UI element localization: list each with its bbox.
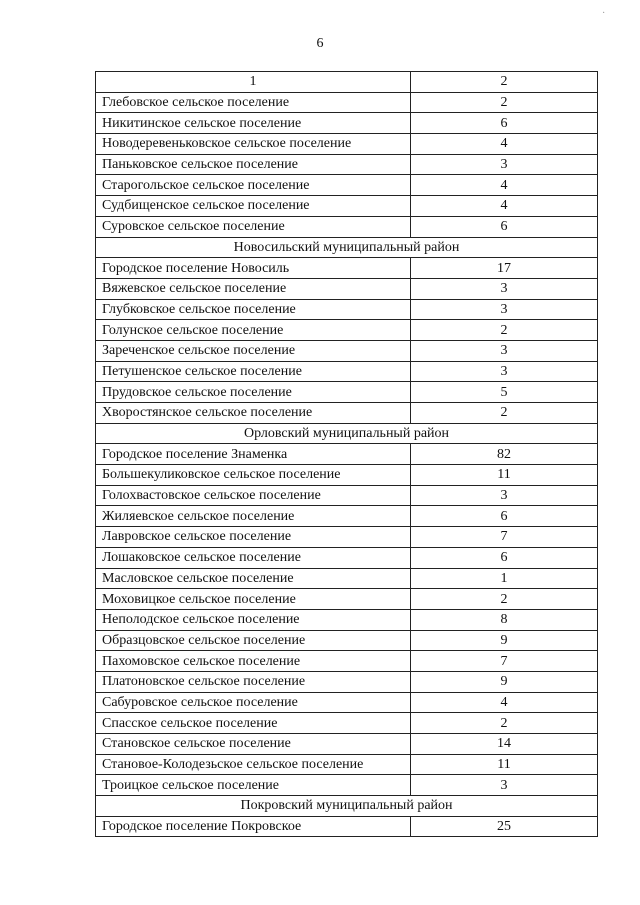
settlement-value: 4 bbox=[411, 196, 598, 217]
table-row bbox=[96, 92, 598, 113]
table-row bbox=[96, 278, 598, 299]
settlement-name: Жиляевское сельское поселение bbox=[96, 506, 411, 527]
table-row bbox=[96, 754, 598, 775]
settlement-name: Вяжевское сельское поселение bbox=[96, 278, 411, 299]
table-row bbox=[96, 485, 598, 506]
table-row bbox=[96, 734, 598, 755]
table-row bbox=[96, 113, 598, 134]
settlement-value: 3 bbox=[411, 340, 598, 361]
table-row bbox=[96, 671, 598, 692]
section-row bbox=[96, 237, 598, 258]
page-number: 6 bbox=[316, 36, 324, 51]
settlement-name: Неполодское сельское поселение bbox=[96, 609, 411, 630]
table-row bbox=[96, 320, 598, 341]
table-row bbox=[96, 175, 598, 196]
table-row bbox=[96, 713, 598, 734]
settlement-name: Образцовское сельское поселение bbox=[96, 630, 411, 651]
settlement-value: 3 bbox=[411, 775, 598, 796]
settlement-value: 2 bbox=[411, 320, 598, 341]
settlement-name: Становское сельское поселение bbox=[96, 734, 411, 755]
settlement-value: 3 bbox=[411, 154, 598, 175]
table-row bbox=[96, 216, 598, 237]
settlement-value: 4 bbox=[411, 692, 598, 713]
table-row bbox=[96, 403, 598, 424]
table-row bbox=[96, 154, 598, 175]
settlement-name: Судбищенское сельское поселение bbox=[96, 196, 411, 217]
settlement-name: Спасское сельское поселение bbox=[96, 713, 411, 734]
settlement-name: Моховицкое сельское поселение bbox=[96, 589, 411, 610]
table-row bbox=[96, 444, 598, 465]
settlement-value: 11 bbox=[411, 465, 598, 486]
settlement-name: Голунское сельское поселение bbox=[96, 320, 411, 341]
settlement-value: 1 bbox=[411, 568, 598, 589]
settlement-value: 7 bbox=[411, 651, 598, 672]
settlements-table bbox=[95, 71, 598, 837]
settlement-value: 6 bbox=[411, 216, 598, 237]
settlement-value: 2 bbox=[411, 92, 598, 113]
table-row bbox=[96, 775, 598, 796]
settlement-value: 9 bbox=[411, 671, 598, 692]
settlement-value: 3 bbox=[411, 485, 598, 506]
settlement-name: Городское поселение Новосиль bbox=[96, 258, 411, 279]
settlement-name: Сабуровское сельское поселение bbox=[96, 692, 411, 713]
settlement-name: Паньковское сельское поселение bbox=[96, 154, 411, 175]
settlement-name: Городское поселение Покровское bbox=[96, 816, 411, 837]
settlement-value: 82 bbox=[411, 444, 598, 465]
settlement-value: 6 bbox=[411, 113, 598, 134]
settlement-value: 17 bbox=[411, 258, 598, 279]
settlement-name: Никитинское сельское поселение bbox=[96, 113, 411, 134]
scan-mark: · bbox=[602, 8, 606, 19]
settlement-value: 5 bbox=[411, 382, 598, 403]
settlement-name: Лошаковское сельское поселение bbox=[96, 547, 411, 568]
settlement-name: Прудовское сельское поселение bbox=[96, 382, 411, 403]
table-row bbox=[96, 340, 598, 361]
settlement-name: Платоновское сельское поселение bbox=[96, 671, 411, 692]
table-row bbox=[96, 692, 598, 713]
table-row bbox=[96, 382, 598, 403]
table-row bbox=[96, 134, 598, 155]
settlement-value: 2 bbox=[411, 589, 598, 610]
settlement-value: 6 bbox=[411, 506, 598, 527]
table-row bbox=[96, 465, 598, 486]
table-row bbox=[96, 568, 598, 589]
settlement-name: Лавровское сельское поселение bbox=[96, 527, 411, 548]
settlement-name: Хворостянское сельское поселение bbox=[96, 403, 411, 424]
settlement-name: Большекуликовское сельское поселение bbox=[96, 465, 411, 486]
table-row bbox=[96, 630, 598, 651]
table-row bbox=[96, 361, 598, 382]
table-row bbox=[96, 527, 598, 548]
settlement-name: Петушенское сельское поселение bbox=[96, 361, 411, 382]
settlement-value: 9 bbox=[411, 630, 598, 651]
table-row bbox=[96, 196, 598, 217]
table-row bbox=[96, 506, 598, 527]
settlement-value: 2 bbox=[411, 403, 598, 424]
section-row bbox=[96, 796, 598, 817]
settlement-value: 11 bbox=[411, 754, 598, 775]
table-row bbox=[96, 258, 598, 279]
settlement-name: Городское поселение Знаменка bbox=[96, 444, 411, 465]
settlement-name: Суровское сельское поселение bbox=[96, 216, 411, 237]
table-header-row bbox=[96, 72, 598, 93]
settlement-value: 7 bbox=[411, 527, 598, 548]
settlement-name: Зареченское сельское поселение bbox=[96, 340, 411, 361]
settlement-name: Масловское сельское поселение bbox=[96, 568, 411, 589]
settlement-name: Глебовское сельское поселение bbox=[96, 92, 411, 113]
settlement-value: 3 bbox=[411, 299, 598, 320]
settlement-value: 25 bbox=[411, 816, 598, 837]
settlement-value: 6 bbox=[411, 547, 598, 568]
settlement-value: 3 bbox=[411, 361, 598, 382]
settlement-name: Новодеревеньковское сельское поселение bbox=[96, 134, 411, 155]
settlement-value: 2 bbox=[411, 713, 598, 734]
section-title: Новосильский муниципальный район bbox=[96, 237, 598, 258]
section-row bbox=[96, 423, 598, 444]
settlement-name: Глубковское сельское поселение bbox=[96, 299, 411, 320]
settlement-name: Троицкое сельское поселение bbox=[96, 775, 411, 796]
settlement-value: 14 bbox=[411, 734, 598, 755]
header-col-1: 1 bbox=[96, 72, 411, 93]
table-row bbox=[96, 547, 598, 568]
section-title: Покровский муниципальный район bbox=[96, 796, 598, 817]
settlement-value: 3 bbox=[411, 278, 598, 299]
settlement-value: 8 bbox=[411, 609, 598, 630]
header-col-2: 2 bbox=[411, 72, 598, 93]
settlement-name: Старогольское сельское поселение bbox=[96, 175, 411, 196]
table-row bbox=[96, 299, 598, 320]
settlement-value: 4 bbox=[411, 175, 598, 196]
settlement-name: Голохвастовское сельское поселение bbox=[96, 485, 411, 506]
table-row bbox=[96, 651, 598, 672]
table-row bbox=[96, 816, 598, 837]
settlement-value: 4 bbox=[411, 134, 598, 155]
table-row bbox=[96, 609, 598, 630]
section-title: Орловский муниципальный район bbox=[96, 423, 598, 444]
table-row bbox=[96, 589, 598, 610]
settlement-name: Пахомовское сельское поселение bbox=[96, 651, 411, 672]
settlement-name: Становое-Колодезьское сельское поселение bbox=[96, 754, 411, 775]
